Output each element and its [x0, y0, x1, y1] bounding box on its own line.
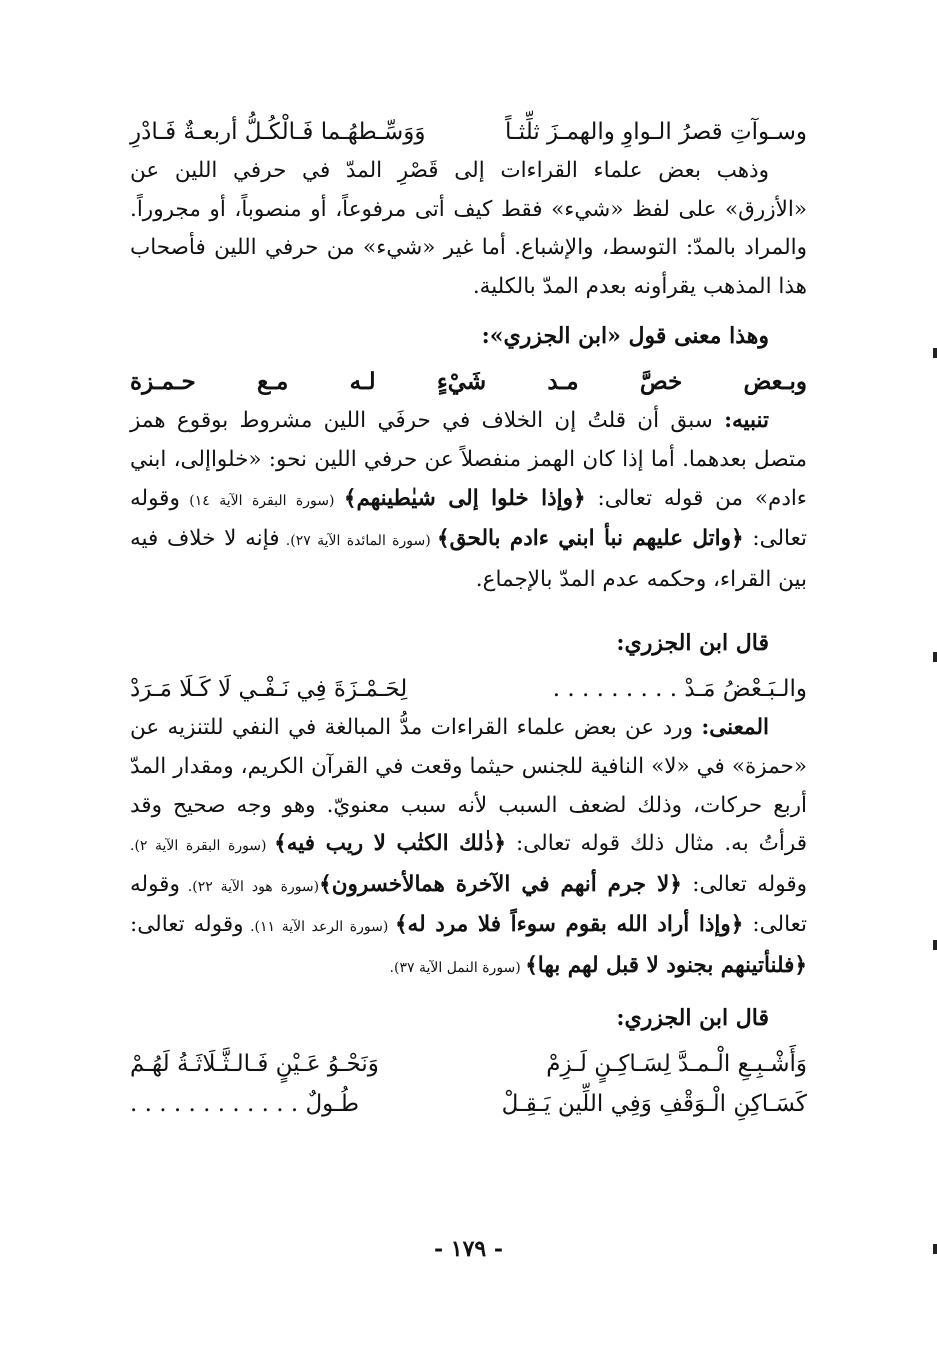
scan-edge-mark [933, 348, 937, 358]
verse-first-hemistich: وسـوآتِ قصرُ الـواوِ والهمـزَ ثلِّثـاً [505, 119, 807, 145]
surah-reference: (سورة هود الآية ٢٢). [179, 878, 320, 895]
page-number: - ١٧٩ - [433, 1236, 504, 1262]
verse-word: حـمـزة [130, 368, 196, 396]
meaning-text: وقوله تعالى: [681, 871, 807, 897]
surah-reference: (سورة الرعد الآية ١١). [243, 919, 395, 936]
scan-edge-mark [933, 652, 937, 662]
verse-second-hemistich: وَنَحْـوُ عَـيْنٍ فَـالـثَّـلَاثَـةُ لَهُـمْ [130, 1050, 379, 1077]
poem-verse [130, 1084, 807, 1124]
surah-reference: (سورة البقرة الآية ١٤) [179, 492, 344, 509]
paragraph-maana [130, 709, 807, 987]
meaning-text: ورد عن بعض علماء القراءات مدُّ المبالغة في النفي للتنزيه عن «حمزة» في «لا» النافية للجنس حيثما وقعت في القرآن الكريم، ومقدار المدّ أربع حركات، وذلك لضعف السبب لأنه سبب معنويّ. وهو وجه صحيح وقد قرأتُ به. مثال ذلك قوله تعالى: [130, 715, 807, 857]
section-heading: قال ابن الجزري: [616, 630, 769, 657]
surah-reference: (سورة البقرة الآية ٢). [130, 838, 275, 855]
surah-reference: (سورة النمل الآية ٣٧). [389, 959, 526, 976]
section-heading: وهذا معنى قول «ابن الجزري»: [481, 323, 769, 350]
verse-second-hemistich: طُـولٌ . . . . . . . . . . . . [130, 1090, 360, 1117]
verse-first-hemistich: والـبَـعْضُ مَـدْ . . . . . . . . . [552, 676, 807, 703]
poem-verse-spread [130, 362, 807, 402]
verse-word: شَيْءٍ [436, 368, 487, 396]
verse-word: خصَّ [639, 368, 683, 396]
page-body [130, 112, 807, 1124]
verse-first-hemistich: وَأَشْـبِـعِ الْـمـدَّ لِسَـاكِـنٍ لَـزِمْ [546, 1050, 807, 1077]
paragraph-tanbih [130, 402, 807, 599]
quran-quote: ﴿وإذا خلوا إلى شيٰطينهم﴾ [343, 485, 586, 511]
verse-second-hemistich: لِحَـمْـزَةَ فِي نَـفْـي لَا كَـلَا مَـرَدْ [130, 676, 408, 703]
meaning-text: وقوله تعالى: [130, 871, 807, 938]
quran-quote: ﴿واتل عليهم نبأ ابني ءادم بالحق﴾ [437, 526, 744, 552]
surah-reference: (سورة المائدة الآية ٢٧). [279, 533, 438, 550]
paragraph-qasr: وذهب بعض علماء القراءات إلى قَصْرِ المدّ في حرفي اللين عن «الأزرق» على لفظ «شيء» فقط كيف أتى مرفوعاً، أو منصوباً، أو مجروراً. والمراد بالمدّ: التوسط، والإشباع. أما غير «شيء» من حرفي اللين فأصحاب هذا المذهب يقرأونه بعدم المدّ بالكلية. [130, 158, 807, 299]
poem-verse [130, 1044, 807, 1084]
verse-word: مـد [547, 368, 579, 396]
verse-word: مـع [257, 368, 289, 396]
verse-word: وبـعض [743, 368, 807, 396]
quran-quote: ﴿لا جرم أنهم في الآخرة همالأخسرون﴾ [319, 871, 682, 897]
note-text: سبق أن قلتُ إن الخلاف في حرفَي اللين مشروط بوقوع همز متصل بعدهما. أما إذا كان الهمز منفصلاً عن حرفي اللين نحو: «خلواإلى، ابني ءادم» من قوله تعالى: [130, 408, 807, 511]
quran-quote: ﴿ذٰلك الكتٰب لا ريب فيه﴾ [274, 831, 507, 857]
note-label: تنبيه: [724, 408, 769, 434]
poem-verse [130, 112, 807, 152]
verse-word: لـه [349, 368, 376, 396]
meaning-text: وقوله تعالى: [130, 912, 244, 938]
meaning-label: المعنى: [701, 715, 769, 741]
quran-quote: ﴿فلنأتينهم بجنود لا قبل لهم بها﴾ [525, 952, 807, 978]
scan-edge-mark [933, 940, 937, 950]
note-text: وقوله تعالى: [130, 485, 807, 552]
verse-first-hemistich: كَسَـاكِنِ الْـوَقْفِ وَفِي اللِّين يَـقِـلْ [501, 1090, 807, 1117]
poem-verse [130, 669, 807, 709]
note-text: فإنه لا خلاف فيه بين القراء، وحكمه عدم المدّ بالإجماع. [130, 526, 807, 592]
scan-edge-mark [933, 1244, 937, 1254]
quran-quote: ﴿وإذا أراد الله بقوم سوءاً فلا مرد له﴾ [394, 912, 744, 938]
verse-second-hemistich: وَوَسِّـطهُـما فَـالْكُـلُّ أربعـةٌ فَـادْرِ [130, 119, 426, 145]
section-heading: قال ابن الجزري: [616, 1004, 769, 1031]
